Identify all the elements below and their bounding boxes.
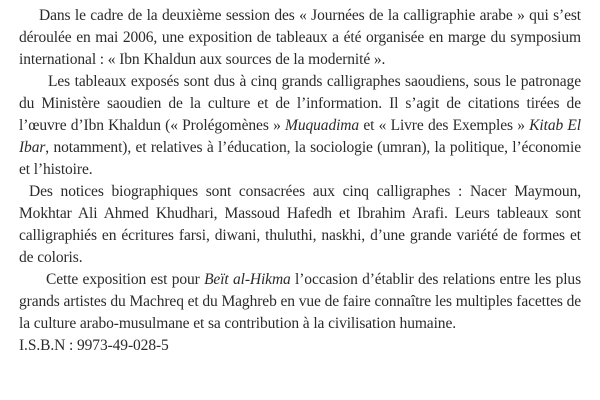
paragraph-biographies-text: Des notices biographiques sont consacrées aux cinq calligraphes : Nacer Maymoun, Mokhtar Ali Ahmed Khudhari, Massoud Hafedh et Ibrahim Arafi. Leurs tableaux sont calligraphiés en écritures farsi, diwani, thuluthi, naskhi, d’une grande variété de formes et de coloris.: [19, 183, 581, 266]
paragraph-intro-text: Dans le cadre de la deuxième session des « Journées de la calligraphie arabe » qui s’est déroulée en mai 2006, une exposition de tableaux a été organisée en marge du symposium international : « Ibn Khaldun aux sources de la modernité ».: [19, 7, 581, 68]
paragraph-calligraphers-text-3: , notamment), et relatives à l’éducation, la sociologie (umran), la politique, l’économie et l’histoire.: [19, 139, 581, 178]
paragraph-calligraphers-text-2: et « Livre des Exemples »: [359, 117, 530, 134]
book-title-muquadima: Muquadima: [285, 117, 360, 134]
paragraph-conclusion-text-1: Cette exposition est pour: [46, 271, 205, 288]
isbn-line: [19, 335, 581, 357]
institution-name-beit-al-hikma: Beït al-Hikma: [204, 271, 291, 288]
paragraph-biographies: [19, 181, 581, 269]
paragraph-calligraphers: [19, 71, 581, 181]
paragraph-conclusion: [19, 269, 581, 335]
book-title-kitab-el-ibar: Kitab El Ibar: [19, 117, 581, 156]
paragraph-conclusion-text-2: l’occasion d’établir des relations entre les plus grands artistes du Machreq et du Maghreb en vue de faire connaître les multiples facettes de la culture arabo-musulmane et sa contribution à la civilisation humaine.: [19, 271, 582, 332]
paragraph-calligraphers-text-1: Les tableaux exposés sont dus à cinq grands calligraphes saoudiens, sous le patronage du Ministère saoudien de la culture et de l’information. Il s’agit de citations tirées de l’œuvre d’Ibn Khaldun (« Prolégomènes »: [19, 73, 581, 134]
paragraph-intro: [19, 5, 581, 71]
isbn-value: I.S.B.N : 9973-49-028-5: [19, 337, 169, 354]
